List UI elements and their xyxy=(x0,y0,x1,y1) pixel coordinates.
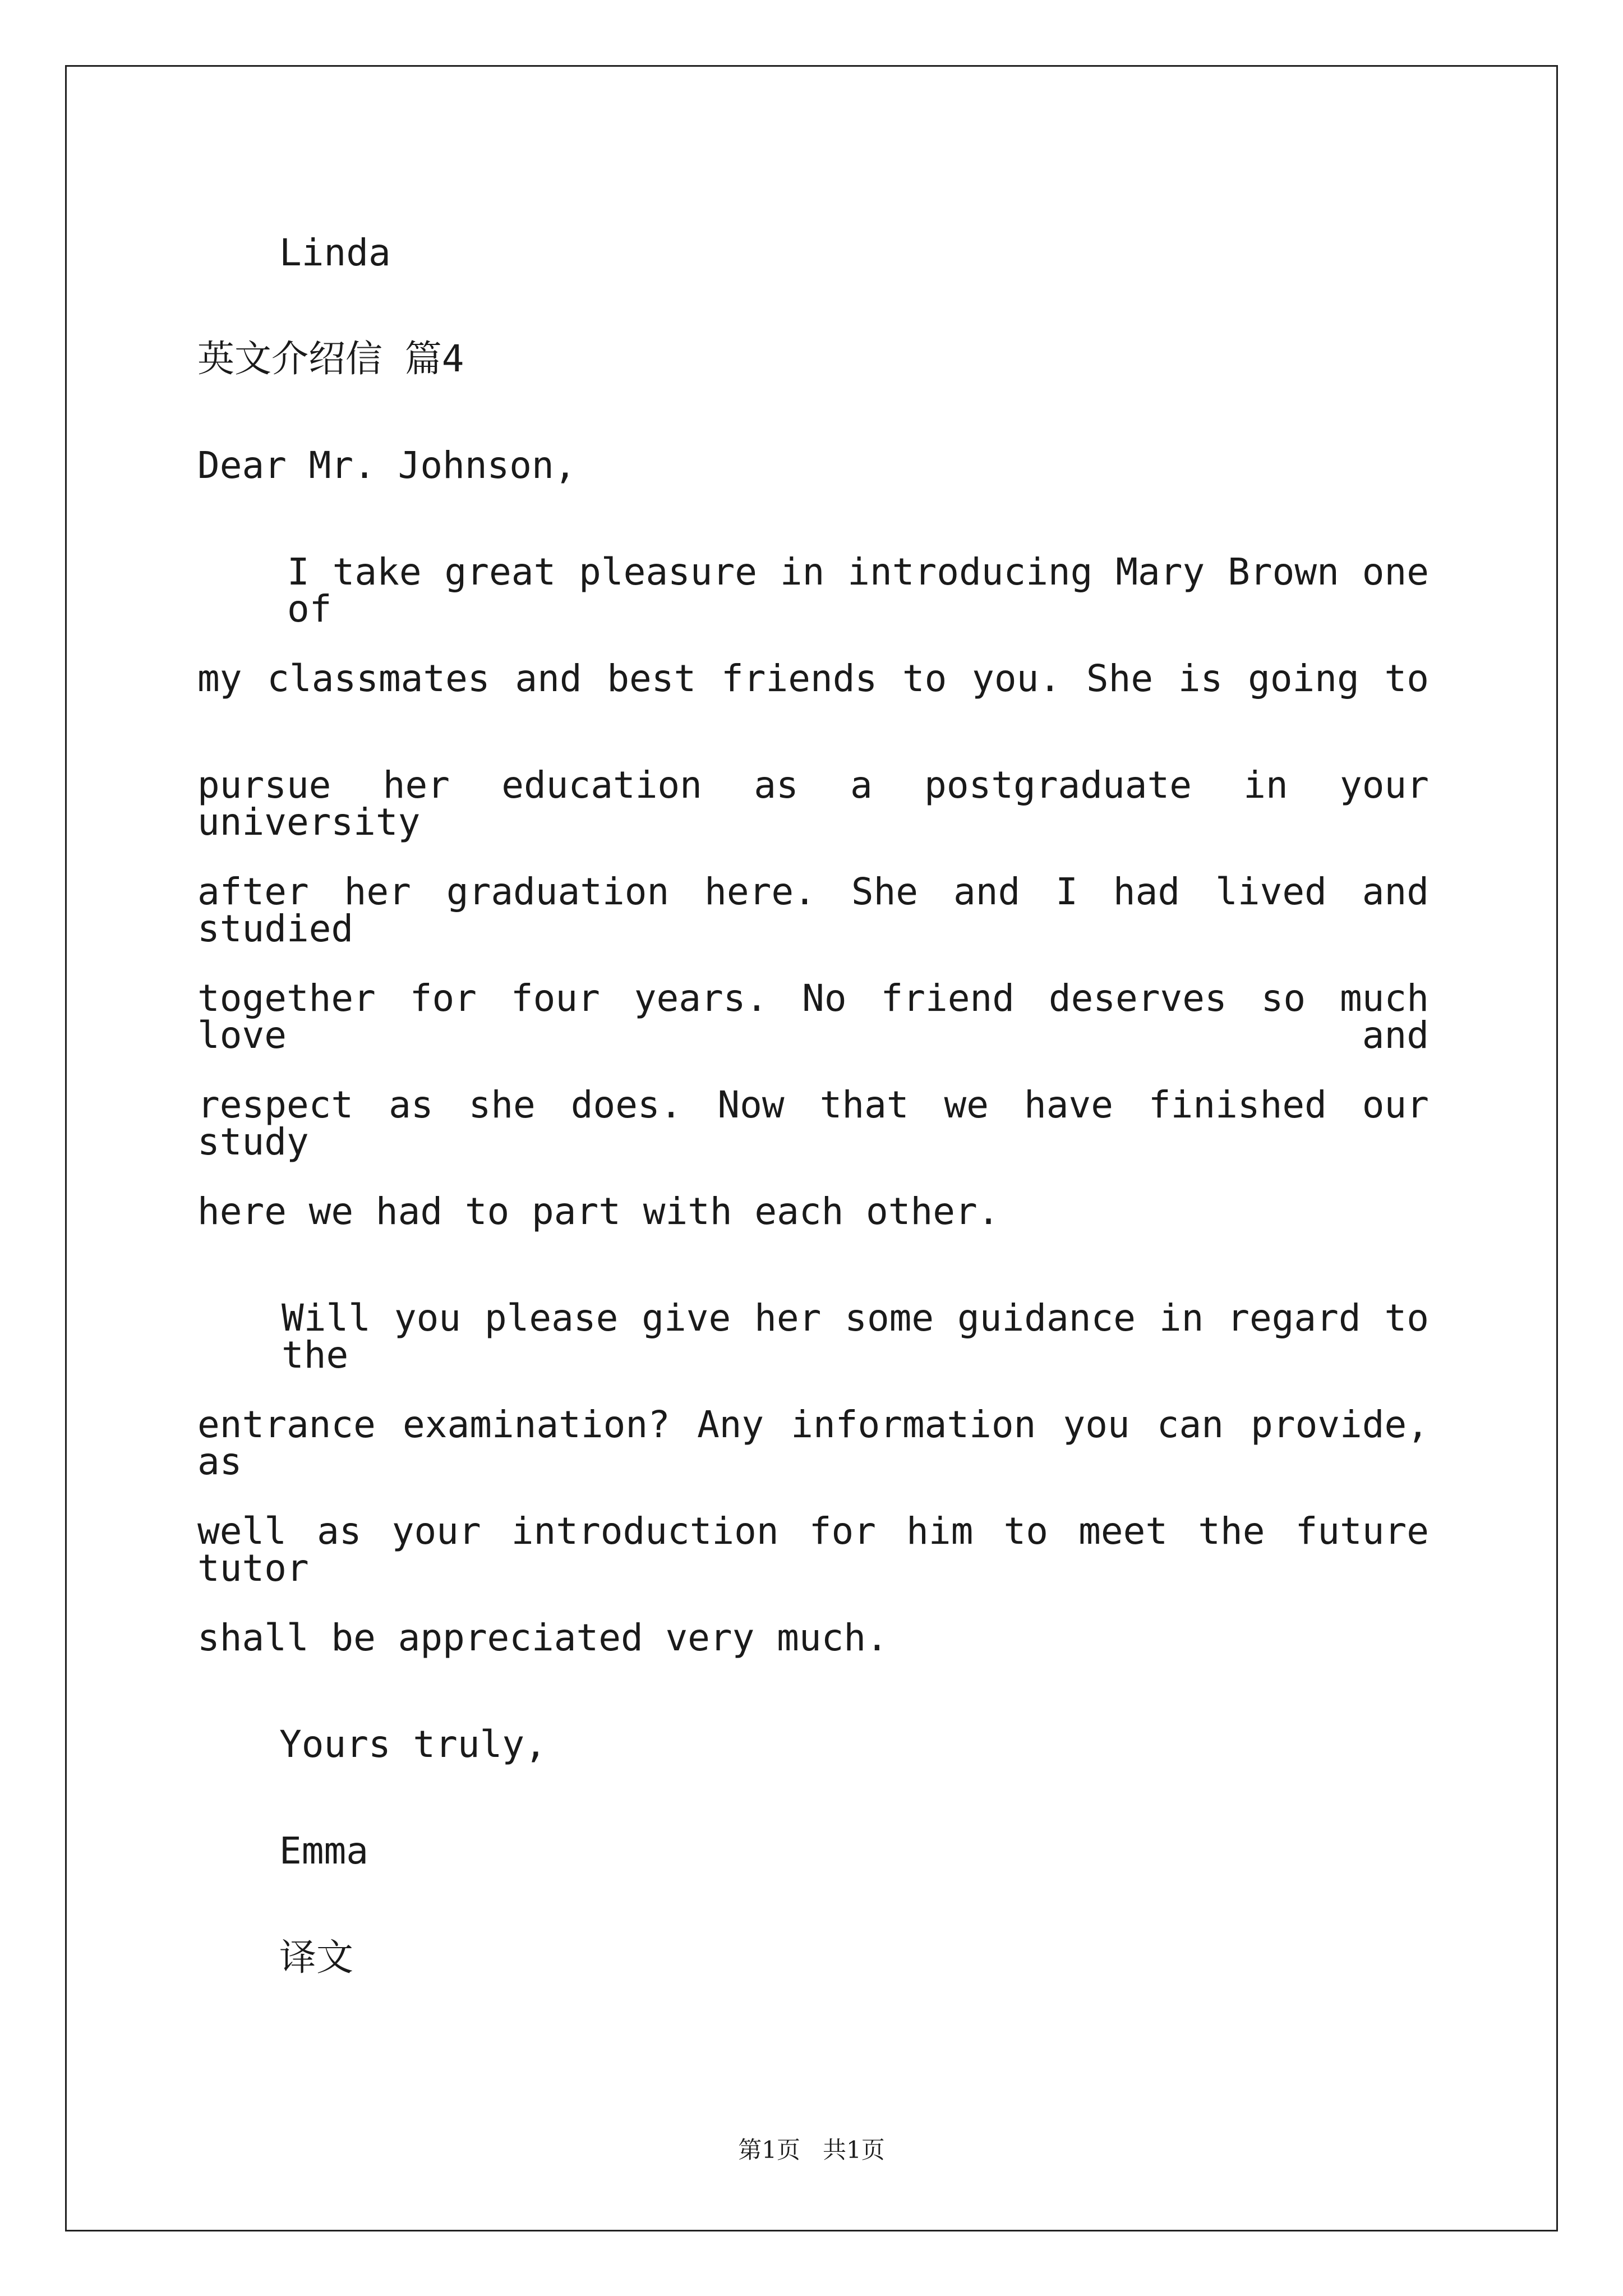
paragraph2-line-1: Will you please give her some guidance in regard to the xyxy=(282,1296,1429,1377)
section-heading: 英文介绍信 篇4 xyxy=(197,337,464,380)
paragraph1-line-2: my classmates and best friends to you. She is going to xyxy=(197,657,1429,700)
paragraph2-line-3: well as your introduction for him to meet the future tutor xyxy=(197,1510,1429,1590)
closing: Yours truly, xyxy=(279,1723,547,1766)
paragraph1-line-7: here we had to part with each other. xyxy=(197,1190,1000,1233)
paragraph1-line-3: pursue her education as a postgraduate in your university xyxy=(197,763,1429,844)
paragraph1-line-5: together for four years. No friend deserves so much love and xyxy=(197,977,1429,1057)
top-signature: Linda xyxy=(279,231,391,274)
paragraph1-line-1: I take great pleasure in introducing Mary Brown one of xyxy=(287,550,1429,631)
signature: Emma xyxy=(279,1829,368,1872)
paragraph1-line-4: after her graduation here. She and I had lived and studied xyxy=(197,870,1429,950)
translation-label: 译文 xyxy=(279,1936,353,1979)
page-footer: 第1页 共1页 xyxy=(738,2136,885,2164)
paragraph2-line-4: shall be appreciated very much. xyxy=(197,1616,888,1659)
paragraph1-line-6: respect as she does. Now that we have finished our study xyxy=(197,1083,1429,1163)
salutation: Dear Mr. Johnson, xyxy=(197,444,577,487)
paragraph2-line-2: entrance examination? Any information you can provide, as xyxy=(197,1403,1429,1483)
